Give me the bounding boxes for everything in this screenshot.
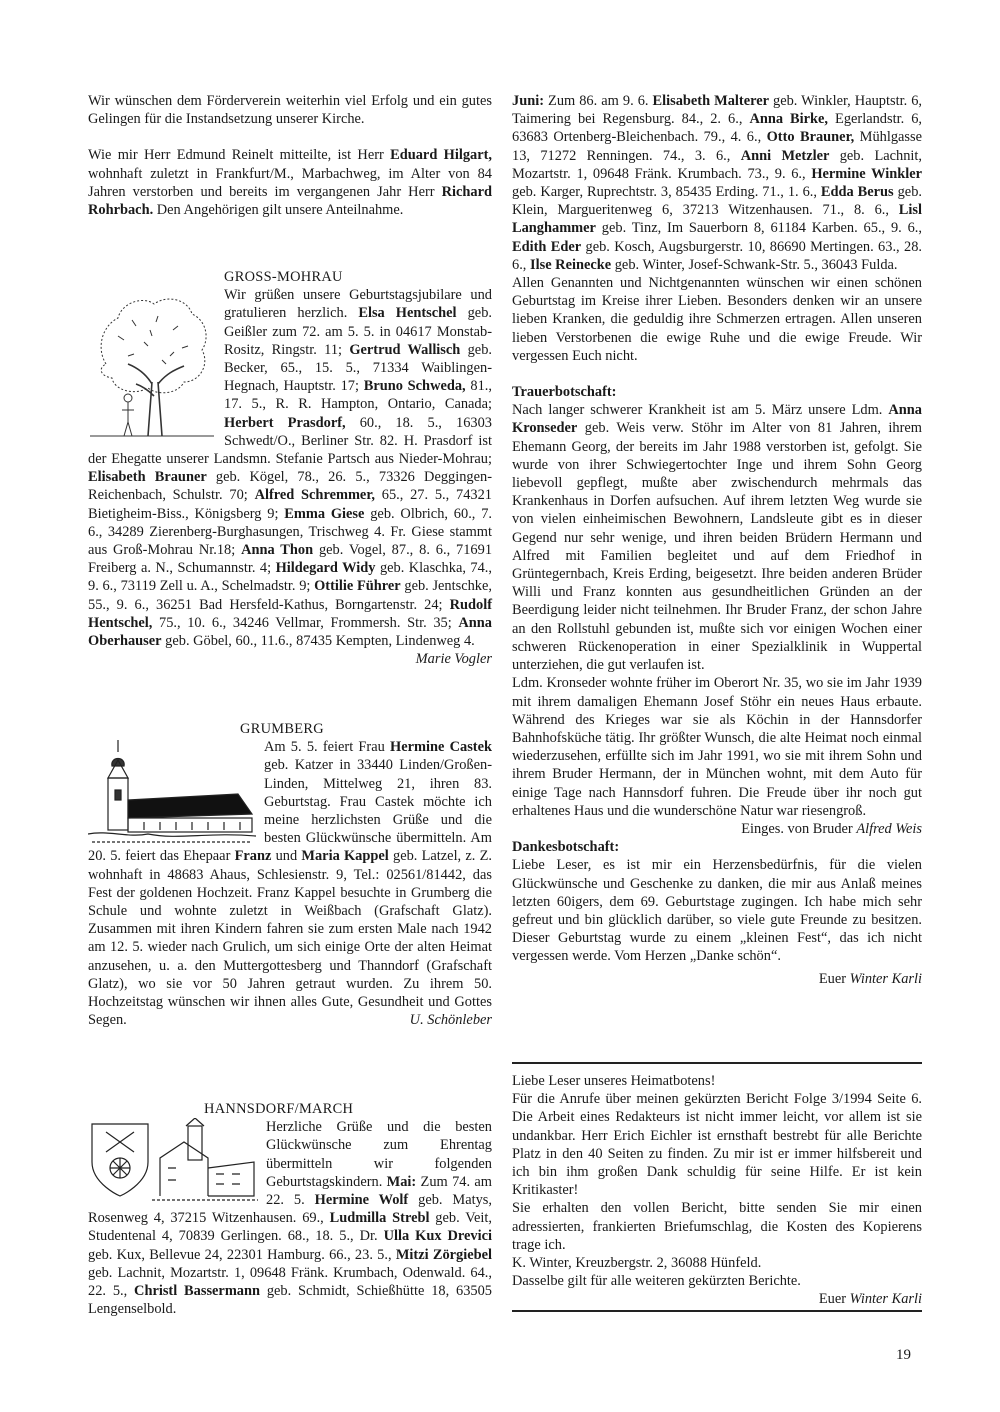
bold-name: Richard Rohrbach. [88, 183, 492, 219]
bold-name: Rudolf Hentschel, [88, 596, 492, 631]
bold-name: Anni Metzler [740, 147, 830, 164]
bold-name: Anna Birke, [749, 111, 829, 128]
reader-notice-box [512, 1072, 922, 1309]
text-run: wohnhaft zuletzt in Frankfurt/M., Marbachweg, im Alter von 84 Jahren verstorben und bereits im vergangenen Jahr Herr [88, 165, 492, 200]
bold-name: Christl Bassermann [134, 1283, 261, 1300]
box-bottom-rule [512, 1310, 922, 1312]
text-run: Mühlgasse 13, 71272 Renningen. 74., 3. 6., [512, 129, 923, 164]
text-run: geb. Katzer in 33440 Linden/Großen-Linden, Mittelweg 21, ihren 83. Geburtstag. Frau Castek möchte ich meine herzlichsten Grüße und die besten Glückwünsche übermitteln. Am 20. 5. feiert das Ehepaar [88, 757, 492, 865]
box-signature [512, 1290, 922, 1308]
text-run: Zum 86. am 9. 6. [544, 93, 653, 109]
bold-name: Elsa Hentschel [358, 305, 457, 322]
box-signature-prefix: Euer [818, 1291, 847, 1308]
left-column [88, 92, 492, 219]
text-run: geb. Klaschka, 74., 9. 6., 73119 Zell u. A., Schelmadstr. 9; [88, 560, 492, 595]
text-run: 65., 27. 5., 74321 Bietigheim-Biss., Königsberg 9; [88, 487, 492, 522]
bold-name: Anna Oberhauser [88, 614, 492, 650]
bold-name: Maria Kappel [301, 848, 389, 865]
bold-name: Anna Kronseder [512, 402, 922, 437]
text-run: geb. Veit, Studentenal 4, 70839 Gerlingen. 68., 18. 5., Dr. [88, 1210, 492, 1245]
tree-with-figure-illustration [88, 286, 216, 438]
bold-name: Edith Eder [512, 238, 582, 255]
dank-heading: Dankesbotschaft: [512, 839, 620, 856]
intro-paragraph-2 [88, 146, 492, 219]
text-run: geb. Jentschke, 55., 9. 6., 36251 Bad Hersfeld-Kathus, Borngartenstr. 24; [88, 578, 492, 613]
grumberg-signature: U. Schönleber [409, 1012, 492, 1029]
hannsdorf-heading: HANNSDORF/MARCH [204, 1101, 354, 1117]
trauer-paragraph-1 [512, 401, 922, 674]
bold-name: Juni: [512, 93, 544, 109]
coat-of-arms-and-village-illustration [88, 1118, 258, 1202]
text-run: Nach langer schwerer Krankheit ist am 5. März unsere Ldm. [512, 402, 889, 419]
gross-mohrau-signature: Marie Vogler [415, 651, 492, 668]
bold-name: Ottilie Führer [314, 578, 401, 595]
text-run: geb. Kux, Bellevue 24, 22301 Hamburg. 66., 23. 5., [88, 1246, 396, 1263]
text-run: Den Angehörigen gilt unsere Anteilnahme. [153, 202, 404, 219]
gross-mohrau-heading: GROSS-MOHRAU [224, 269, 343, 285]
text-run: geb. Karger, Ruprechtstr. 3, 85435 Erding. 71., 1. 6., [512, 184, 821, 201]
page-number: 19 [896, 1347, 911, 1363]
trauer-signature-prefix: Einges. von Bruder [741, 820, 853, 837]
bold-name: Herbert Prasdorf, [224, 414, 346, 431]
text-run: geb. Geißler zum 72. am 5. 5. in 04617 Monstab-Rositz, Ringstr. 11; [224, 305, 492, 358]
text-run: geb. Winter, Josef-Schwank-Str. 5., 36043 Fulda. [611, 256, 898, 273]
bold-name: Mitzi Zörgiebel [395, 1246, 492, 1263]
text-run: 60., 18. 5., 16303 Schwedt/O., Berliner Str. 82. H. Prasdorf ist der Ehegatte unserer Landsmn. Stefanie Partsch aus Nieder-Mohrau; [88, 414, 492, 468]
text-run: Wie mir Herr Edmund Reinelt mitteilte, ist Herr [88, 147, 391, 164]
bold-name: Hermine Castek [390, 739, 492, 756]
bold-name: Eduard Hilgart, [390, 147, 492, 164]
box-signature-name: Winter Karli [849, 1291, 922, 1308]
bold-name: Ilse Reinecke [530, 256, 612, 273]
bold-name: Lisl Langhammer [512, 202, 922, 237]
text-run: geb. Latzel, z. Z. wohnhaft in 48683 Ahaus, Schlesienstr. 9, Tel.: 02561/81442, das Fest der goldenen Hochzeit. Franz Kappel besuchte in Grumberg die Schule und wohnte zuletzt in Weißbach (Grafschaft Glatz). Zusammen mit ihren Kindern fahren sie zum ersten Male nach 1942 am 12. 5. wieder nach Grulich, um sich einige Orte der alten Heimat anzusehen, u. a. den Muttergottesberg und Thanndorf (Grafschaft Glatz), wo sie vor 50 Jahren getraut wurden. Zu ihrem 50. Hochzeitstag wünschen wir ihnen alles Gute, Gesundheit und Gottes Segen. [88, 848, 492, 1029]
wishes-paragraph: Allen Genannten und Nichtgenannten wünschen wir einen schönen Geburtstag im Kreise ihrer Lieben. Besonders denken wir an unsere lieben Kranken, die geduldig ihre Schmerzen ertragen. Allen unseren lieben Verstorbenen die ewige Ruhe und die ewige Freude. Wir vergessen Euch nicht. [512, 275, 922, 364]
text-run: Zum 74. am 22. 5. [266, 1173, 492, 1209]
dank-signature [512, 970, 922, 988]
bold-name: Elisabeth Brauner [88, 469, 207, 486]
trauer-paragraph-2 [512, 674, 922, 837]
trauer-signature-name: Alfred Weis [856, 820, 922, 837]
right-column [512, 92, 922, 988]
section-grumberg [88, 720, 492, 1030]
grumberg-heading: GRUMBERG [240, 721, 324, 737]
box-top-rule [512, 1062, 922, 1064]
box-paragraph-2: Sie erhalten den vollen Bericht, bitte senden Sie mir einen adressierten, frankierten Briefumschlag, die Kosten des Kopierens trage ich. [512, 1200, 922, 1253]
text-run: geb. Becker, 65., 15. 5., 71334 Waiblingen-Hegnach, Hauptstr. 17; [224, 341, 492, 395]
dank-text: Liebe Leser, es ist mir ein Herzensbedürfnis, für die vielen Glückwünsche und Geschenke zu danken, die mir aus Anlaß meines letzten 60igers, dem 69. Geburtstage zugingen. Ich habe mich sehr gefreut und bin glücklich darüber, so viele gute Freunde zu besitzen. Dieser Geburtstag wurde zu einem „kleinen Fest“, das ich nicht vergessen werde. Vom Herzen „Danke schön“. [512, 857, 922, 965]
intro-paragraph-1: Wir wünschen dem Förderverein weiterhin viel Erfolg und ein gutes Gelingen für die Instandsetzung unserer Kirche. [88, 93, 492, 128]
text-run: Am 5. 5. feiert Frau [264, 739, 391, 756]
trauer-heading: Trauerbotschaft: [512, 384, 617, 401]
text-run: Wir grüßen unsere Geburtstagsjubilare und gratulieren herzlich. [224, 287, 492, 322]
bold-name: Hermine Winkler [811, 165, 923, 182]
text-run: geb. Kosch, Augsburgerstr. 10, 86690 Mertingen. 63., 28. 6., [512, 238, 922, 273]
bold-name: Alfred Schremmer, [254, 487, 375, 504]
text-run: Herzliche Grüße und die besten Glückwünsche zum Ehrentag übermitteln wir folgenden Geburtstagskindern. [266, 1119, 492, 1190]
bold-name: Hermine Wolf [314, 1192, 409, 1209]
section-gross-mohrau [88, 268, 492, 668]
section-hannsdorf [88, 1100, 492, 1318]
bold-name: Mai: [386, 1173, 417, 1190]
text-run: geb. Lachnit, Mozartstr. 1, 09648 Fränk. Krumbach. 73., 9. 6., [512, 147, 922, 182]
bold-name: Anna Thon [241, 542, 314, 559]
text-run: geb. Tinz, Im Sauerborn 8, 61184 Karben. 65., 9. 6., [595, 220, 922, 237]
juni-birthdays [512, 92, 922, 274]
text-run: geb. Weis verw. Stöhr im Alter von 81 Jahren, ihrem Ehemann Georg, der bereits im Jahr 1988 verstorben ist, gefolgt. Sie wurde von ihrer Schwiegertochter Inge und ihrem Sohn Georg liebevoll gepflegt, mußte aber zwischendurch mehrmals das Krankenhaus in Dorfen aufsuchen. Auf ihrem letzten Weg wurde sie von vielen einheimischen Bewohnern, Landsleute gibt es in dieser Gegend nur sehr wenige, und ihren beiden Brüdern Hermann und Alfred mit Familien begleitet und auf dem Friedhof in Grüntegernbach, Kreis Erding, beigesetzt. Ihre beiden anderen Brüder Willi und Franz konnten aus gesundheitlichen Gründen an der Beerdigung leider nicht teilnehmen. Ihr Bruder Franz, der schon Jahre an den Rollstuhl gebunden ist, mußte sich vor einigen Wochen einer schweren Rückenoperation in einer Spezialklinik in Wuppertal unterziehen, die gut verlaufen ist. [512, 420, 922, 674]
text-run: 75., 10. 6., 34246 Vellmar, Frommersh. Str. 35; [152, 614, 459, 631]
text-run: 81., 17. 5., R. R. Hampton, Ontario, Canada; [224, 378, 492, 413]
text-run: geb. Olbrich, 60., 7. 6., 34289 Zierenberg-Burghasungen, Trischweg 4. Fr. Giese stammt aus Groß-Mohrau Nr.18; [88, 505, 492, 559]
text-run: Egerlandstr. 6, 63683 Ortenberg-Bleichenbach. 79., 4. 6., [512, 111, 923, 146]
dank-signature-name: Winter Karli [849, 970, 922, 987]
bold-name: Ulla Kux Drevici [383, 1228, 492, 1245]
box-address: K. Winter, Kreuzbergstr. 2, 36088 Hünfeld. [512, 1255, 762, 1272]
bold-name: Emma Giese [284, 505, 365, 522]
bold-name: Gertrud Wallisch [349, 341, 461, 358]
dank-signature-prefix: Euer [818, 970, 847, 987]
bold-name: Edda Berus [820, 184, 894, 201]
text-run: geb. Vogel, 87., 8. 6., 71691 Freiberg a. N., Schumannstr. 4; [88, 542, 493, 577]
text-run: geb. Matys, Rosenweg 4, 37215 Witzenhausen. 69., [88, 1192, 493, 1227]
box-paragraph-3: Dasselbe gilt für alle weiteren gekürzten Berichte. [512, 1273, 801, 1290]
text-run: geb. Lachnit, Mozartstr. 1, 09648 Fränk. Krumbach, Odenwald. 64., 22. 5., [88, 1264, 492, 1300]
bold-name: Franz [234, 848, 272, 865]
text-run: geb. Schmidt, Schießhütte 18, 63505 Lengenselbold. [88, 1283, 493, 1318]
trauer-paragraph-2-text: Ldm. Kronseder wohnte früher im Oberort Nr. 35, wo sie im Jahr 1939 mit ihrem damaligen Ehemann Josef Stöhr ein neues Haus erbaute. Während des Krieges war sie als Köchin in der Hannsdorfer Bahnhofsküche tätig. Ihr größter Wunsch, die alte Heimat noch einmal wiederzusehen, erfüllte sich im Jahr 1991, wo sie mit ihrem Sohn und ihrem Bruder Hermann, der in München wohnt, mit dem Auto für einige Tage nach Hannsdorf fuhren. Die Freude über ihr noch gut erhaltenes Haus und die wunderschöne Natur war riesengroß. [512, 675, 922, 819]
box-greeting: Liebe Leser unseres Heimatbotens! [512, 1073, 716, 1089]
church-illustration [88, 738, 256, 846]
bold-name: Bruno Schweda, [363, 378, 466, 395]
text-run: geb. Winkler, Hauptstr. 6, Taimering bei Regensburg. 84., 2. 6., [512, 93, 922, 128]
trauer-signature [731, 820, 922, 838]
bold-name: Hildegard Widy [275, 560, 376, 577]
bold-name: Ludmilla Strebl [329, 1210, 430, 1227]
box-paragraph-1: Für die Anrufe über meinen gekürzten Bericht Folge 3/1994 Seite 6. Die Arbeit eines Redakteurs ist nicht immer leicht, vor allem ist sie undankbar. Herr Erich Eichler ist ernsthaft bestrebt für alle Berichte Platz in den 40 Seiten zu finden. Zu mir ist er immer hilfsbereit und ich bin ihm großen Dank schuldig für seine Hilfe. Er ist kein Kritikaster! [512, 1091, 922, 1199]
text-run: geb. Klein, Margueritenweg 6, 37213 Witzenhausen. 71., 8. 6., [512, 184, 922, 219]
text-run: geb. Göbel, 60., 11.6., 87435 Kempten, Lindenweg 4. [161, 633, 475, 650]
bold-name: Otto Brauner, [766, 129, 855, 146]
text-run: geb. Kögel, 78., 26. 5., 73326 Deggingen-Reichenbach, Schulstr. 70; [88, 469, 492, 504]
bold-name: Elisabeth Malterer [652, 93, 769, 109]
text-run: und [271, 848, 302, 865]
